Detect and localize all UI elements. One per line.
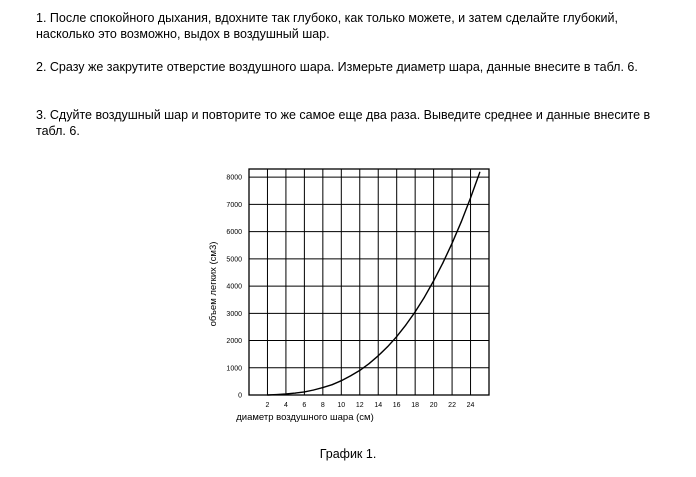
y-tick-label: 0 bbox=[238, 392, 242, 400]
data-point bbox=[415, 311, 416, 312]
data-point bbox=[304, 391, 305, 392]
data-point bbox=[378, 355, 379, 356]
x-tick-label: 20 bbox=[429, 402, 438, 409]
instruction-step-3: 3. Сдуйте воздушный шар и повторите то же самое еще два раза. Выведите среднее и данные внесите в табл. 6. bbox=[36, 108, 651, 138]
data-point bbox=[442, 262, 443, 263]
data-point bbox=[276, 394, 277, 395]
x-tick-label: 4 bbox=[283, 402, 288, 409]
data-point bbox=[313, 389, 314, 390]
x-tick-label: 18 bbox=[411, 402, 420, 409]
x-tick-label: 22 bbox=[448, 402, 456, 409]
x-tick-label: 2 bbox=[265, 402, 270, 409]
x-tick-label: 12 bbox=[355, 402, 364, 409]
x-tick-label: 14 bbox=[374, 402, 383, 409]
instruction-step-1: 1. После спокойного дыхания, вдохните так глубоко, как только можете, и затем сделайте глубокий, насколько это возможно, выдох в воздушный шар. bbox=[36, 11, 618, 41]
y-tick-label: 5000 bbox=[226, 256, 242, 264]
y-tick-label: 7000 bbox=[226, 201, 242, 209]
data-point bbox=[295, 392, 296, 393]
data-point bbox=[387, 346, 388, 347]
chart-caption: График 1. bbox=[319, 447, 377, 461]
data-point bbox=[350, 375, 351, 376]
data-point bbox=[405, 324, 406, 325]
data-point bbox=[322, 387, 323, 388]
x-tick-label: 16 bbox=[392, 402, 401, 409]
data-point bbox=[451, 243, 452, 244]
data-point bbox=[479, 172, 480, 173]
data-point bbox=[433, 280, 434, 281]
x-tick-label: 6 bbox=[302, 402, 307, 409]
data-point bbox=[359, 370, 360, 371]
data-point bbox=[285, 393, 286, 394]
y-tick-label: 6000 bbox=[226, 229, 242, 237]
y-axis-label: объем легких (см3) bbox=[208, 241, 219, 327]
y-tick-label: 3000 bbox=[226, 310, 242, 318]
data-point bbox=[341, 380, 342, 381]
x-tick-label: 24 bbox=[466, 402, 475, 409]
y-tick-label: 2000 bbox=[226, 338, 242, 346]
data-point bbox=[470, 197, 471, 198]
chart-series bbox=[267, 172, 481, 396]
data-point bbox=[267, 394, 268, 395]
x-tick-label: 8 bbox=[320, 402, 325, 409]
data-point bbox=[461, 221, 462, 222]
plot-frame bbox=[249, 169, 489, 395]
y-tick-label: 4000 bbox=[226, 283, 242, 291]
x-axis-label: диаметр воздушного шара (см) bbox=[236, 412, 374, 423]
data-point bbox=[331, 384, 332, 385]
chart-ticks bbox=[226, 175, 474, 409]
chart-grid bbox=[249, 169, 489, 395]
data-point bbox=[396, 336, 397, 337]
data-point bbox=[368, 363, 369, 364]
y-tick-label: 1000 bbox=[226, 365, 242, 373]
data-point bbox=[424, 297, 425, 298]
instruction-step-2: 2. Сразу же закрутите отверстие воздушного шара. Измерьте диаметр шара, данные внесите в табл. 6. bbox=[36, 60, 638, 74]
x-tick-label: 10 bbox=[337, 402, 346, 409]
y-tick-label: 8000 bbox=[226, 174, 242, 182]
series-line bbox=[268, 172, 480, 395]
